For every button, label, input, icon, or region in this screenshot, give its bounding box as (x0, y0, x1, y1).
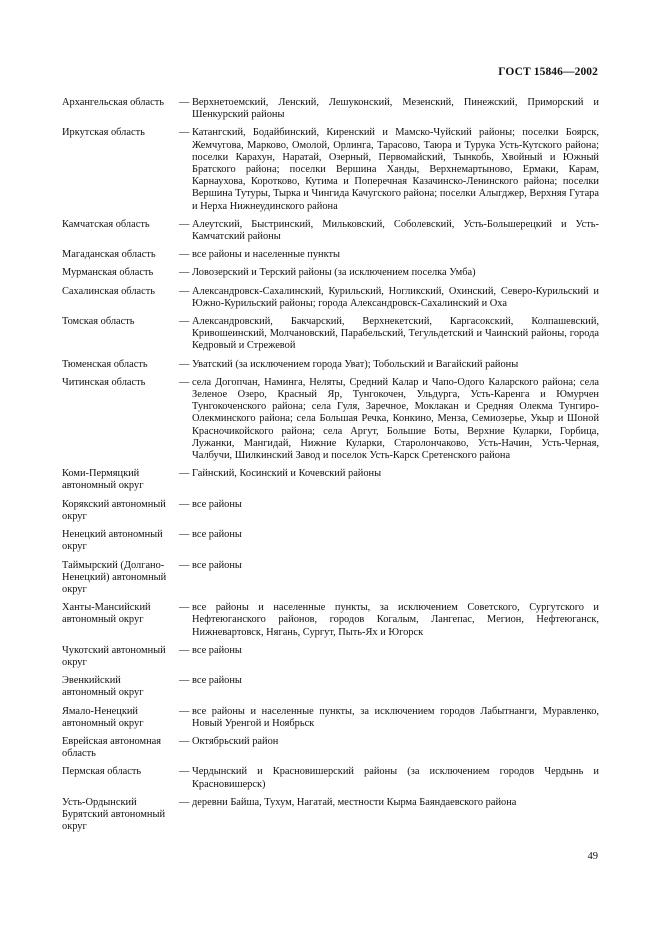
dash: — (179, 675, 190, 687)
dash: — (179, 376, 190, 388)
table-row (62, 529, 599, 553)
dash: — (179, 468, 190, 480)
table-row (62, 797, 599, 834)
region-description: все районы и населенные пункты, за исключением городов Лабытнанги, Муравленко, Новый Уренгой и Ноябрьск (192, 705, 599, 729)
region-description: все районы и населенные пункты, за исключением Советского, Сургутского и Нефтеюганского районов, городов Когалым, Лангепас, Мегион, Нефтеюганск, Нижневартовск, Нягань, Сургут, Пыть-Ях и Югорск (192, 602, 599, 638)
region-description: все районы (192, 498, 242, 510)
dash: — (179, 218, 190, 230)
region-description: все районы и населенные пункты (192, 249, 341, 261)
region-name: Коми-Пермяцкий автономный округ (62, 468, 144, 492)
dash: — (179, 705, 190, 717)
dash: — (179, 602, 190, 614)
region-description: все районы (192, 529, 242, 541)
dash: — (179, 559, 190, 571)
table-row (62, 706, 599, 730)
region-description: все районы (192, 559, 242, 571)
table-row (62, 468, 599, 492)
region-description: все районы (192, 675, 242, 687)
region-description: Гайнский, Косинский и Кочевский районы (192, 468, 382, 480)
dash: — (179, 529, 190, 541)
dash: — (179, 285, 190, 297)
dash: — (179, 796, 190, 808)
region-name: Ненецкий автономный округ (62, 529, 163, 553)
region-name: Мурманская область (62, 267, 154, 279)
region-name: Чукотский автономный округ (62, 644, 166, 668)
table-row (62, 286, 599, 310)
table-row (62, 499, 599, 523)
region-description: Чердынский и Красновишерский районы (за исключением городов Чердынь и Красновишерск) (192, 766, 599, 790)
table-row (62, 766, 599, 790)
region-name: Сахалинская область (62, 285, 156, 297)
region-name: Читинская область (62, 376, 146, 388)
table-row (62, 316, 599, 353)
region-description: Уватский (за исключением города Уват); Тобольский и Вагайский районы (192, 358, 519, 370)
dash: — (179, 97, 190, 108)
region-name: Тюменская область (62, 358, 148, 370)
region-description: села Догопчан, Наминга, Неляты, Средний Калар и Чапо-Одого Каларского района; села Зеленое Озеро, Красный Яр, Тунгокочен, Ульдурга, Усть-Каренга и Юмурчен Тунгокоченского района; села Гуля, Заречное, Моклакан и Средняя Олекма Тунгиро-Олекминского района; села Большая Речка, Конкино, Менза, Семиозерье, Укыр и Шоной Красночикойского района; села Аргут, Большие Боты, Верхние Куларки, Горбица, Лужанки, Мангидай, Нижние Куларки, Старолончаково, Усть-Начин, Усть-Черная, Чалбучи, Шилкинский Завод и поселок Усть-Карск Сретенского района (192, 376, 599, 462)
region-name: Еврейская автономная область (62, 735, 162, 760)
region-description: все районы (192, 644, 242, 656)
table-row (62, 736, 599, 760)
dash: — (179, 127, 190, 139)
region-description: Ловозерский и Терский районы (за исключением поселка Умба) (192, 267, 476, 279)
dash: — (179, 644, 190, 656)
dash: — (179, 735, 190, 747)
document-header: ГОСТ 15846—2002 (498, 66, 598, 78)
region-description: деревни Байша, Тухум, Нагатай, местности Кырма Баяндаевского района (192, 796, 517, 808)
table-row (62, 602, 599, 639)
table-row (62, 645, 599, 669)
dash: — (179, 249, 190, 261)
region-name: Эвенкийский автономный округ (62, 675, 144, 699)
region-description: Александровский, Бакчарский, Верхнекетский, Каргасокский, Колпашевский, Кривошеинский, Молчановский, Парабельский, Тегульдетский и Чаинский районы, города Кедровый и Стрежевой (192, 316, 599, 352)
table-row (62, 219, 599, 243)
table-row (62, 377, 599, 462)
region-name: Иркутская область (62, 127, 145, 139)
table-row (62, 249, 599, 261)
region-name: Камчатская область (62, 218, 150, 230)
table-row (62, 127, 599, 212)
region-name: Архангельская область (62, 97, 164, 108)
table-row (62, 560, 599, 597)
dash: — (179, 358, 190, 370)
dash: — (179, 267, 190, 279)
region-name: Томская область (62, 316, 135, 328)
region-name: Магаданская область (62, 249, 156, 261)
table-row (62, 359, 599, 371)
table-row (62, 97, 599, 121)
dash: — (179, 766, 190, 778)
region-name: Таймырский (Долгано-Ненецкий) автономный округ (62, 559, 167, 595)
region-name: Ханты-Мансийский автономный округ (62, 602, 151, 626)
region-description: Верхнетоемский, Ленский, Лешуконский, Мезенский, Пинежский, Приморский и Шенкурский районы (192, 97, 599, 121)
region-description: Алеутский, Быстринский, Мильковский, Соболевский, Усть-Большерецкий и Усть-Камчатский районы (192, 218, 599, 243)
regions-table (62, 97, 599, 833)
region-name: Пермская область (62, 766, 142, 778)
table-row (62, 267, 599, 279)
table-row (62, 675, 599, 699)
region-description: Катангский, Бодайбинский, Киренский и Мамско-Чуйский районы; поселки Боярск, Жемчугова, Марково, Омолой, Орлинга, Тарасово, Таюра и Турука Усть-Кутского района; поселки Карахун, Наратай, Озерный, Первомайский, Тынкобь, Хвойный и Южный Братского района; поселки Вершина Ханды, Верхнемартыново, Ермаки, Карам, Карнаухова, Коротково, Кутима и Поперечная Казачинско-Ленинского района; поселки Вершина Тутуры, Тырка и Чингида Качугского района; поселки Алыгджер, Верхняя Гутара и Нерха Нижнеудинского района (192, 127, 599, 212)
region-description: Октябрьский район (192, 735, 279, 747)
region-name: Ямало-Ненецкий автономный округ (62, 705, 144, 729)
region-name: Усть-Ордынский Бурятский автономный округ (62, 796, 166, 833)
dash: — (179, 316, 190, 328)
dash: — (179, 498, 190, 510)
region-description: Александровск-Сахалинский, Курильский, Ногликский, Охинский, Северо-Курильский и Южно-Курильский районы; города Александровск-Сахалинский и Оха (192, 285, 599, 309)
page-number: 49 (587, 851, 598, 862)
region-name: Корякский автономный округ (62, 498, 166, 522)
